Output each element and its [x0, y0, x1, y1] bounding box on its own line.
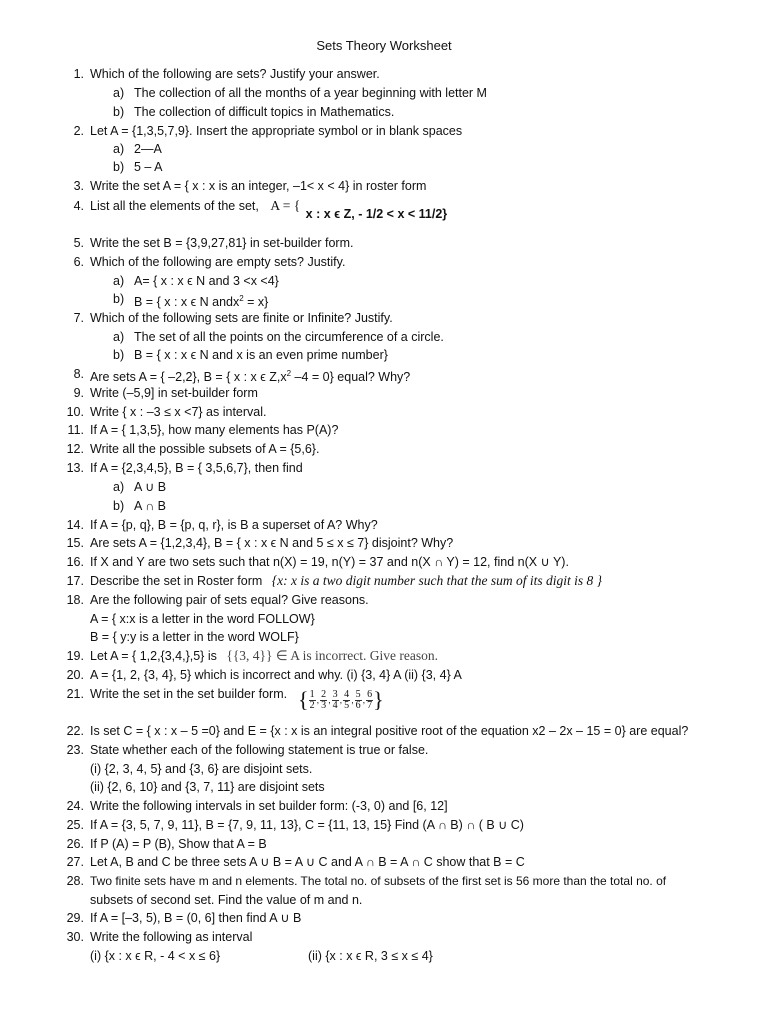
option-label: b)	[113, 160, 125, 174]
question-text: Write the set B = {3,9,27,81} in set-builder form.	[90, 236, 354, 250]
exponent: 2	[286, 369, 292, 378]
option-text: A ∩ B	[134, 499, 166, 513]
question-text: Let A = {1,3,5,7,9}. Insert the appropriate symbol or in blank spaces	[90, 124, 463, 138]
question-text: A = {1, 2, {3, 4}, 5} which is incorrect and why. (i) {3, 4} A (ii) {3, 4} A	[90, 668, 462, 682]
option-text: 5 – A	[134, 160, 163, 174]
question-number: 29.	[66, 911, 84, 925]
question-text: Write the set in the set builder form.	[90, 687, 288, 701]
set-expression-image-prefix: A = {	[270, 198, 301, 213]
page-title: Sets Theory Worksheet	[316, 38, 452, 53]
question-23-part-ii: (ii) {2, 6, 10} and {3, 7, 11} are disjoint sets	[90, 780, 325, 794]
question-18-set-a: A = { x:x is a letter in the word FOLLOW}	[90, 612, 315, 626]
option-text: B = { x : x ϵ N and	[134, 295, 233, 310]
open-brace: {	[298, 687, 309, 712]
option-text: A= { x : x ϵ N and 3 <x <4}	[134, 274, 279, 288]
option-text: A ∪ B	[134, 480, 167, 494]
fraction	[309, 690, 316, 711]
question-number: 11.	[67, 423, 84, 437]
numerator: 3	[332, 688, 338, 700]
question-number: 6.	[73, 255, 84, 269]
question-text: Write the set A = { x : x is an integer, –1< x < 4} in roster form	[90, 179, 427, 193]
option-text-end: = x}	[243, 295, 269, 310]
question-number: 26.	[66, 837, 84, 851]
question-28-continuation: subsets of second set. Find the value of m and n.	[90, 893, 363, 907]
fraction	[355, 690, 362, 711]
question-number: 17.	[66, 574, 84, 588]
question-23-part-i: (i) {2, 3, 4, 5} and {3, 6} are disjoint sets.	[90, 762, 313, 776]
denominator: 4	[332, 699, 338, 711]
question-text: Describe the set in Roster form	[90, 574, 263, 588]
question-number: 9.	[73, 386, 84, 400]
option-text: The set of all the points on the circumference of a circle.	[134, 330, 444, 344]
question-text: Which of the following are sets? Justify your answer.	[90, 67, 380, 81]
question-text: Are sets A = {1,2,3,4}, B = { x : x ϵ N and 5 ≤ x ≤ 7} disjoint? Why?	[90, 536, 454, 550]
fraction	[343, 690, 350, 711]
question-number: 21.	[66, 687, 84, 701]
question-number: 1.	[73, 67, 84, 81]
numerator: 6	[367, 688, 373, 700]
question-text: Write (–5,9] in set-builder form	[90, 386, 258, 400]
question-number: 3.	[73, 179, 84, 193]
question-number: 28.	[66, 874, 84, 888]
question-30-part-ii: (ii) {x : x ϵ R, 3 ≤ x ≤ 4}	[308, 949, 433, 963]
question-number: 19.	[66, 649, 84, 663]
question-number: 2.	[73, 124, 84, 138]
option-label: a)	[113, 142, 125, 156]
question-number: 18.	[66, 593, 84, 607]
numerator: 5	[355, 688, 361, 700]
question-text: Write all the possible subsets of A = {5,6}.	[90, 442, 320, 456]
set-expression-image-text: {x: x is a two digit number such that the sum of its digit is 8 }	[271, 573, 603, 588]
question-number: 13.	[66, 461, 84, 475]
option-label: a)	[113, 86, 125, 100]
question-text: If X and Y are two sets such that n(X) = 19, n(Y) = 37 and n(X ∩ Y) = 12, find n(X ∪ Y).	[90, 555, 569, 569]
option-label: b)	[113, 292, 125, 306]
option-text: The collection of difficult topics in Mathematics.	[134, 105, 395, 119]
question-text: Which of the following are empty sets? Justify.	[90, 255, 346, 269]
question-number: 27.	[66, 855, 84, 869]
option-label: b)	[113, 105, 125, 119]
question-text: Are sets A = { –2,2}, B = { x : x ϵ Z,x	[90, 370, 287, 385]
question-18-set-b: B = { y:y is a letter in the word WOLF}	[90, 630, 299, 644]
numerator: 4	[344, 688, 350, 700]
question-number: 22.	[66, 724, 84, 738]
question-text: If P (A) = P (B), Show that A = B	[90, 837, 267, 851]
question-text: Let A, B and C be three sets A ∪ B = A ∪ C and A ∩ B = A ∩ C show that B = C	[90, 855, 525, 869]
question-text: Are the following pair of sets equal? Give reasons.	[90, 593, 369, 607]
numerator: 1	[309, 688, 315, 700]
question-number: 24.	[66, 799, 84, 813]
option-label: a)	[113, 480, 125, 494]
question-number: 12.	[66, 442, 84, 456]
fraction-set-image	[298, 683, 384, 717]
close-brace: }	[373, 687, 384, 712]
question-text: If A = {3, 5, 7, 9, 11}, B = {7, 9, 11, 13}, C = {11, 13, 15} Find (A ∩ B) ∩ ( B ∪ C)	[90, 818, 524, 832]
question-number: 4.	[73, 199, 84, 213]
denominator: 2	[309, 699, 315, 711]
exponent: 2	[239, 294, 244, 303]
question-text: Two finite sets have m and n elements. The total no. of subsets of the first set is 56 more than the total no. of	[90, 874, 667, 888]
denominator: 7	[367, 699, 373, 711]
fraction	[320, 690, 327, 711]
question-number: 25.	[66, 818, 84, 832]
comma: ,	[316, 695, 320, 705]
denominator: 6	[355, 699, 361, 711]
option-label: b)	[113, 348, 125, 362]
question-text: Which of the following sets are finite or Infinite? Justify.	[90, 311, 393, 325]
question-text: Write the following intervals in set builder form: (-3, 0) and [6, 12]	[90, 799, 448, 813]
question-text: If A = {2,3,4,5}, B = { 3,5,6,7}, then find	[90, 461, 303, 475]
set-expression-image-text: {{3, 4}} ∈ A is incorrect. Give reason.	[226, 648, 438, 663]
question-text: State whether each of the following statement is true or false.	[90, 743, 429, 757]
option-label: a)	[113, 330, 125, 344]
numerator: 2	[321, 688, 327, 700]
question-number: 30.	[66, 930, 84, 944]
option-label: a)	[113, 274, 125, 288]
comma: ,	[339, 695, 343, 705]
denominator: 5	[344, 699, 350, 711]
question-number: 15.	[66, 536, 84, 550]
option-text: 2—A	[134, 142, 162, 156]
question-number: 7.	[73, 311, 84, 325]
question-text: List all the elements of the set,	[90, 199, 259, 213]
comma: ,	[362, 695, 366, 705]
question-number: 20.	[66, 668, 84, 682]
question-30-part-i: (i) {x : x ϵ R, - 4 < x ≤ 6}	[90, 949, 221, 963]
question-text-end: –4 = 0} equal? Why?	[291, 370, 411, 385]
question-number: 5.	[73, 236, 84, 250]
option-label: b)	[113, 499, 125, 513]
question-number: 8.	[73, 367, 84, 381]
question-number: 23.	[66, 743, 84, 757]
question-text: Write the following as interval	[90, 930, 253, 944]
fraction	[332, 690, 339, 711]
question-text: Let A = { 1,2,{3,4,},5} is	[90, 649, 217, 663]
question-number: 10.	[66, 405, 84, 419]
option-text: The collection of all the months of a year beginning with letter M	[134, 86, 487, 100]
denominator: 3	[321, 699, 327, 711]
question-number: 16.	[66, 555, 84, 569]
question-number: 14.	[66, 518, 84, 532]
fraction	[366, 690, 373, 711]
question-text: If A = { 1,3,5}, how many elements has P(A)?	[90, 423, 339, 437]
question-text: Is set C = { x : x – 5 =0} and E = {x : x is an integral positive root of the equation x2 – 2x – 15 = 0} are equal?	[90, 724, 689, 738]
option-text: B = { x : x ϵ N and x is an even prime number}	[134, 348, 388, 362]
set-expression-image-text: x : x ϵ Z, - 1/2 < x < 11/2}	[305, 207, 448, 221]
variable-x: x	[232, 295, 240, 310]
question-text: Write { x : –3 ≤ x <7} as interval.	[90, 405, 267, 419]
comma: ,	[351, 695, 354, 705]
question-text: If A = [–3, 5), B = (0, 6] then find A ∪ B	[90, 911, 302, 925]
question-text: If A = {p, q}, B = {p, q, r}, is B a superset of A? Why?	[90, 518, 378, 532]
comma: ,	[328, 695, 331, 705]
